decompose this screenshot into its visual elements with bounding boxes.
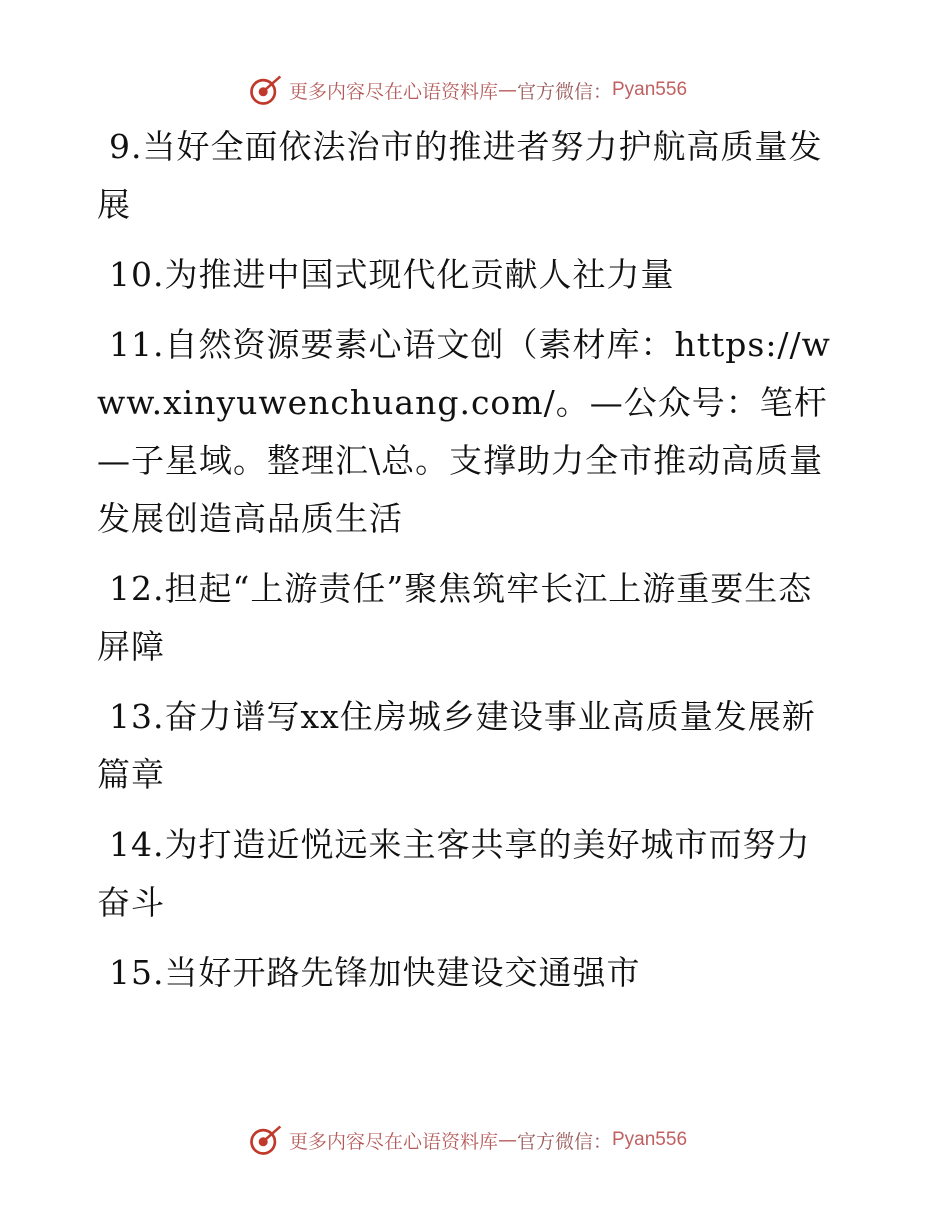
list-item-15: 15.当好开路先锋加快建设交通强市 [109,953,641,992]
banner-handle: Pyan556 [612,79,688,100]
banner-site-text: 更多内容尽在心语资料库 [288,80,498,103]
banner-wechat-label: 官方微信： [516,80,612,103]
list-item-13: 13.奋力谱写xx住房城乡建设事业高质量发展新篇章 [97,697,816,794]
document-body [97,118,842,1014]
list-item-14: 14.为打造近悦远来主客共享的美好城市而努力奋斗 [97,825,811,922]
banner-wechat-label: 官方微信： [516,1130,612,1153]
list-item-11: 11.自然资源要素心语文创（素材库：https://www.xinyuwenchuang.com/。—公众号：笔杆—子星域。整理汇\总。支撑助力全市推动高质量发展创造高品质生活 [97,325,831,538]
banner-dash: — [497,1129,517,1151]
banner-dash: — [497,79,517,101]
footer-banner [0,1122,950,1158]
pen-logo-icon [247,72,283,108]
list-item-10: 10.为推进中国式现代化贡献人社力量 [109,255,675,294]
banner-site-text: 更多内容尽在心语资料库 [288,1130,498,1153]
list-item-9: 9.当好全面依法治市的推进者努力护航高质量发展 [97,127,823,224]
header-banner [0,72,950,108]
pen-logo-icon [247,1122,283,1158]
list-item-12: 12.担起“上游责任”聚焦筑牢长江上游重要生态屏障 [97,569,813,666]
banner-handle: Pyan556 [612,1129,688,1150]
